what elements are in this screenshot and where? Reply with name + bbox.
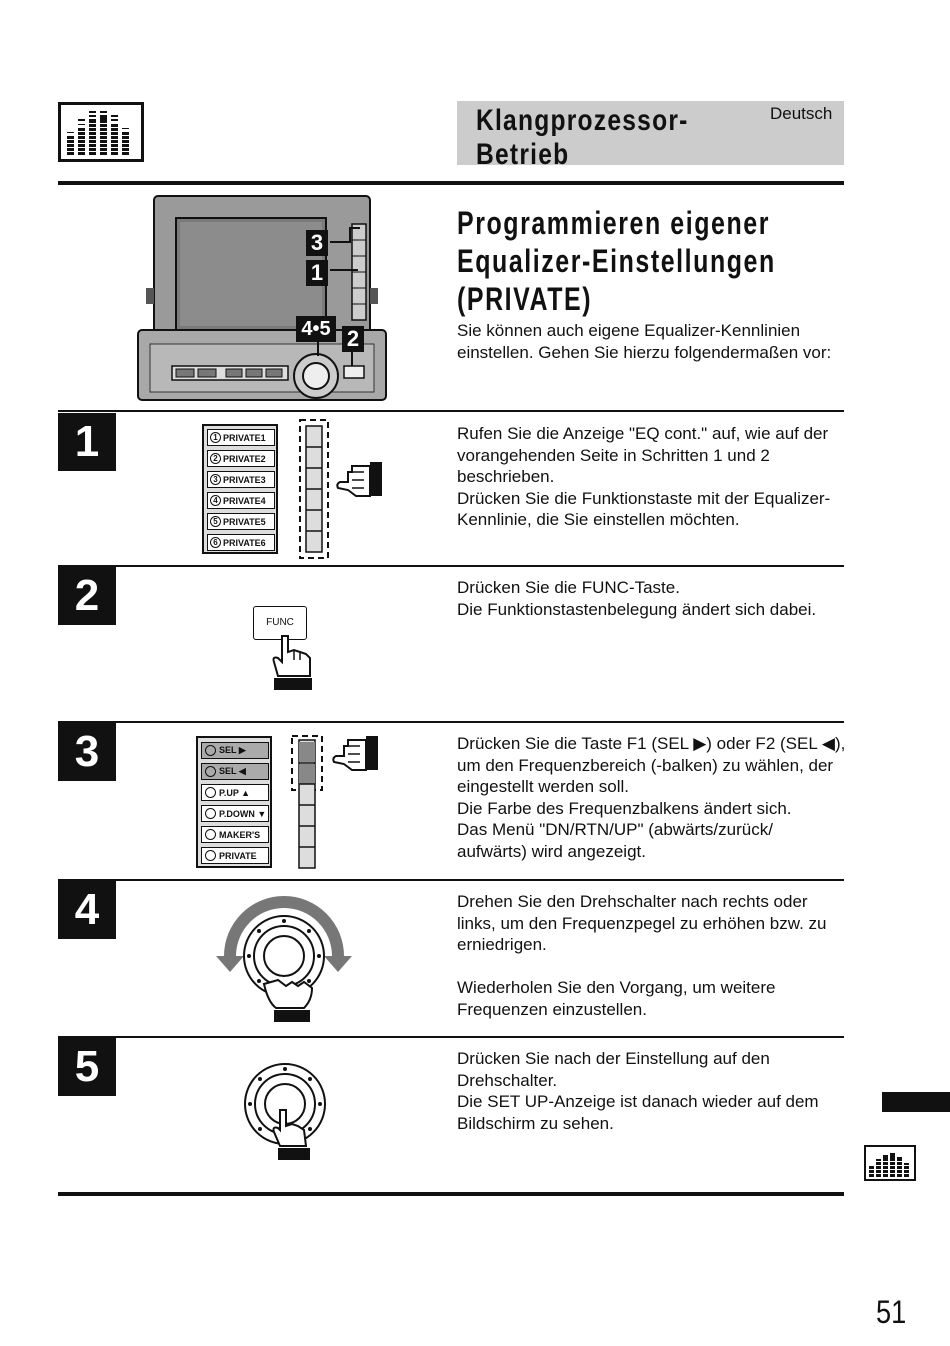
function-keys-illustration	[298, 418, 390, 562]
menu-item-sel-left[interactable]: SEL ◀	[201, 763, 269, 780]
equalizer-logo-icon	[58, 102, 144, 162]
menu-item-p-up[interactable]: P.UP ▲	[201, 784, 269, 801]
menu-item-p-down[interactable]: P.DOWN ▼	[201, 805, 269, 822]
page-title: Programmieren eigener Equalizer-Einstellungen (PRIVATE)	[457, 205, 776, 317]
callout-2: 2	[342, 326, 364, 352]
rotary-knob-turn-icon	[212, 892, 356, 1028]
menu-item-private5[interactable]: 5 PRIVATE5	[207, 513, 275, 530]
menu-item-makers[interactable]: MAKER'S	[201, 826, 269, 843]
step-5-badge: 5	[58, 1038, 116, 1096]
step-divider	[58, 879, 844, 881]
step-divider	[58, 565, 844, 567]
menu-item-private2[interactable]: 2 PRIVATE2	[207, 450, 275, 467]
header-divider	[58, 181, 844, 185]
step-4-badge: 4	[58, 881, 116, 939]
thumb-index-tab	[882, 1092, 950, 1112]
equalizer-small-icon	[864, 1145, 916, 1181]
step-2-text: Drücken Sie die FUNC-Taste. Die Funktionstastenbelegung ändert sich dabei.	[457, 578, 817, 619]
function-keys-illustration	[290, 732, 382, 872]
step-3-text: Drücken Sie die Taste F1 (SEL ▶) oder F2 (SEL ◀), um den Frequenzbereich (-balken) zu wählen, der eingestellt werden soll. Die Farbe des Frequenzbalkens ändert sich. Das Menü "DN/RTN/UP" (abwärts/zurück/ aufwärts) wird angezeigt.	[457, 734, 846, 861]
pressing-hand-icon	[270, 634, 314, 692]
footer-divider	[58, 1192, 844, 1196]
callout-4-5: 4•5	[296, 316, 336, 342]
step-divider	[58, 721, 844, 723]
func-button[interactable]: FUNC	[253, 606, 307, 640]
step-divider	[58, 410, 844, 412]
rotary-knob-press-icon	[240, 1060, 330, 1164]
device-illustration	[136, 194, 388, 402]
step-4-text: Drehen Sie den Drehschalter nach rechts oder links, um den Frequenzpegel zu erhöhen bzw. zu erniedrigen. Wiederholen Sie den Vorgang, um weitere Frequenzen einzustellen.	[457, 892, 827, 1019]
private-menu	[202, 424, 278, 554]
step-2-badge: 2	[58, 567, 116, 625]
menu-item-private6[interactable]: 6 PRIVATE6	[207, 534, 275, 551]
menu-item-private[interactable]: PRIVATE	[201, 847, 269, 864]
callout-1: 1	[306, 260, 328, 286]
step-1-text: Rufen Sie die Anzeige "EQ cont." auf, wie auf der vorangehenden Seite in Schritten 1 und 2 beschrieben. Drücken Sie die Funktionstaste mit der Equalizer-Kennlinie, die Sie einstellen möchten.	[457, 424, 831, 529]
pointing-hand-icon	[330, 734, 382, 774]
menu-item-private1[interactable]: 1 PRIVATE1	[207, 429, 275, 446]
page-number: 51	[876, 1294, 907, 1330]
sel-menu	[196, 736, 272, 868]
step-divider	[58, 1036, 844, 1038]
menu-item-private3[interactable]: 3 PRIVATE3	[207, 471, 275, 488]
section-title: Klangprozessor- Betrieb	[476, 104, 689, 171]
menu-item-sel-right[interactable]: SEL ▶	[201, 742, 269, 759]
menu-item-private4[interactable]: 4 PRIVATE4	[207, 492, 275, 509]
step-5-text: Drücken Sie nach der Einstellung auf den Drehschalter. Die SET UP-Anzeige ist danach wieder auf dem Bildschirm zu sehen.	[457, 1049, 819, 1133]
step-1-badge: 1	[58, 413, 116, 471]
pointing-hand-icon	[334, 460, 386, 500]
language-label: Deutsch	[770, 104, 833, 123]
step-3-badge: 3	[58, 723, 116, 781]
intro-text: Sie können auch eigene Equalizer-Kennlinien einstellen. Gehen Sie hierzu folgendermaßen vor:	[457, 321, 832, 362]
callout-3: 3	[306, 230, 328, 256]
